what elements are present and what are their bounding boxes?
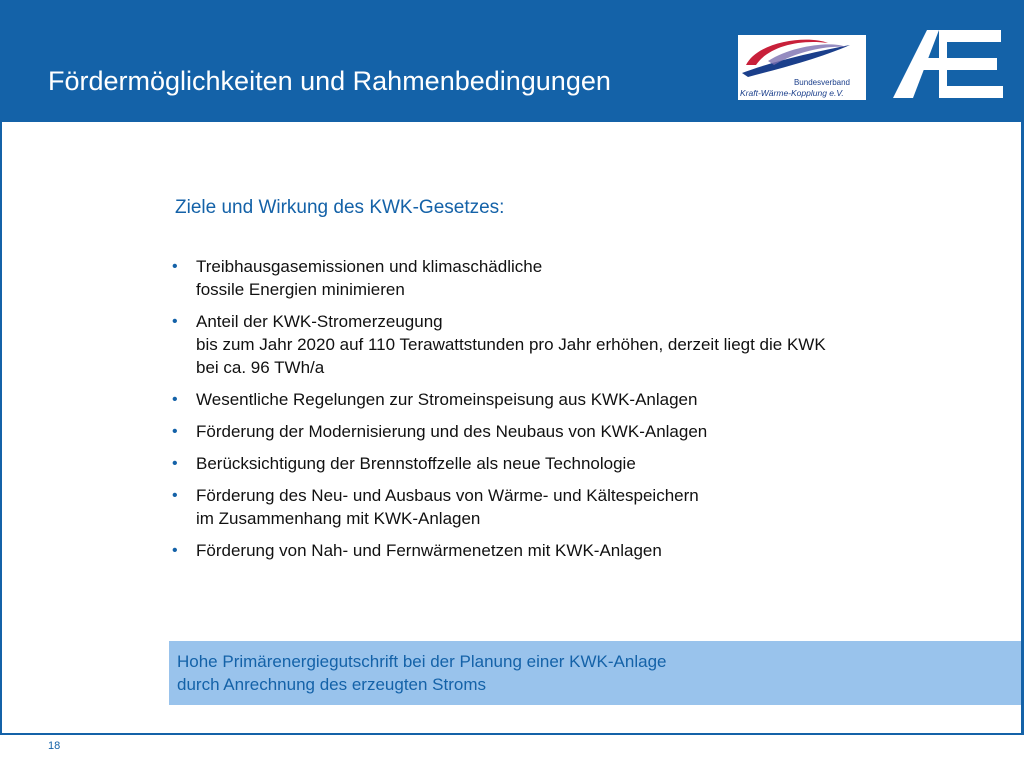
content-subtitle: Ziele und Wirkung des KWK-Gesetzes: (175, 197, 505, 218)
bullet-line: Förderung von Nah- und Fernwärmenetzen mit KWK-Anlagen (196, 541, 662, 560)
frame-bottom-border (0, 733, 1024, 735)
bullet-line: Anteil der KWK-Stromerzeugung (196, 312, 443, 331)
callout-line: durch Anrechnung des erzeugten Stroms (177, 675, 487, 694)
bullet-item (172, 310, 962, 379)
bullet-line: bis zum Jahr 2020 auf 110 Terawattstunden pro Jahr erhöhen, derzeit liegt die KWK (196, 335, 826, 354)
bullet-item (172, 255, 962, 301)
bullet-list (172, 255, 962, 571)
header-bar (0, 0, 1024, 122)
bullet-item (172, 420, 962, 443)
bullet-line: Treibhausgasemissionen und klimaschädliche (196, 257, 543, 276)
bullet-dot-icon: • (172, 391, 178, 408)
bullet-line: fossile Energien minimieren (196, 280, 405, 299)
bullet-line: Förderung des Neu- und Ausbaus von Wärme- und Kältespeichern (196, 486, 699, 505)
bullet-line: Berücksichtigung der Brennstoffzelle als neue Technologie (196, 454, 636, 473)
bullet-item (172, 539, 962, 562)
bkwk-logo (738, 35, 866, 100)
bullet-item (172, 388, 962, 411)
frame-left-border (0, 122, 2, 734)
callout-line: Hohe Primärenergiegutschrift bei der Planung einer KWK-Anlage (177, 652, 667, 671)
bullet-dot-icon: • (172, 258, 178, 275)
slide-title: Fördermöglichkeiten und Rahmenbedingungen (48, 66, 611, 96)
bullet-dot-icon: • (172, 423, 178, 440)
bullet-line: Förderung der Modernisierung und des Neubaus von KWK-Anlagen (196, 422, 708, 441)
bullet-item (172, 452, 962, 475)
bkwk-logo-line2: Kraft-Wärme-Kopplung e.V. (740, 88, 844, 98)
bullet-line: im Zusammenhang mit KWK-Anlagen (196, 509, 481, 528)
bullet-dot-icon: • (172, 542, 178, 559)
ae-logo-icon (893, 30, 1005, 100)
bkwk-logo-line1: Bundesverband (793, 78, 850, 87)
bullet-line: bei ca. 96 TWh/a (196, 358, 325, 377)
page-number: 18 (48, 740, 61, 752)
bullet-item (172, 484, 962, 530)
bullet-line: Wesentliche Regelungen zur Stromeinspeisung aus KWK-Anlagen (196, 390, 698, 409)
bkwk-swoosh-icon (738, 35, 866, 80)
bullet-dot-icon: • (172, 455, 178, 472)
bullet-dot-icon: • (172, 487, 178, 504)
bullet-dot-icon: • (172, 313, 178, 330)
callout-box (169, 641, 1021, 705)
